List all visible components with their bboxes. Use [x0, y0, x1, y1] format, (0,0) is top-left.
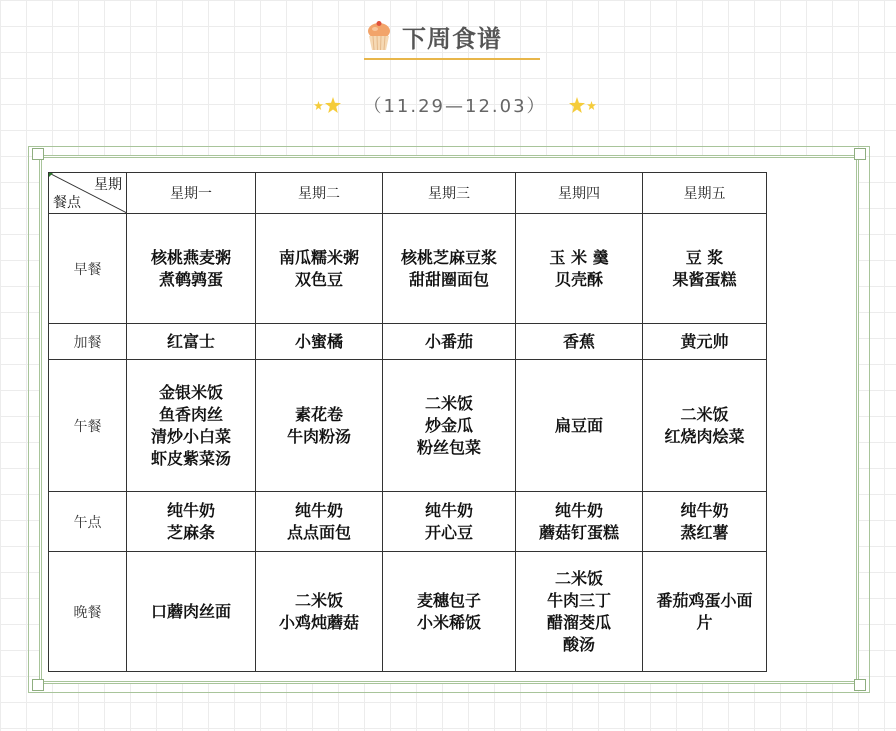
dish-line: 香蕉	[562, 331, 595, 351]
menu-cell	[516, 214, 643, 324]
dish-line: 蘑菇钉蛋糕	[538, 522, 619, 542]
stars-right	[569, 97, 596, 113]
dish-line: 豆 浆	[685, 247, 724, 267]
dish-line: 点点面包	[286, 522, 351, 542]
star-icon	[569, 97, 585, 113]
menu-cell	[256, 552, 383, 672]
frame-corner	[854, 679, 866, 691]
date-range-row	[290, 90, 620, 120]
table-row	[49, 492, 767, 552]
dish-line: 红烧肉烩菜	[664, 426, 745, 446]
corner-label-meal: 餐点	[53, 195, 81, 211]
menu-cell	[127, 324, 256, 360]
date-range: （11.29—12.03）	[363, 96, 547, 117]
dish-line: 金银米饭	[158, 382, 223, 402]
meal-label: 午餐	[49, 360, 127, 492]
dish-line: 开心豆	[424, 522, 473, 542]
menu-cell	[516, 360, 643, 492]
menu-cell	[256, 214, 383, 324]
dish-line: 清炒小白菜	[150, 426, 231, 446]
menu-cell	[516, 552, 643, 672]
menu-cell	[643, 214, 767, 324]
menu-cell	[256, 492, 383, 552]
page-title: 下周食谱	[402, 24, 502, 53]
dish-line: 二米饭	[424, 393, 473, 413]
dish-line: 双色豆	[294, 269, 343, 289]
dish-line: 黄元帅	[680, 331, 729, 351]
corner-header-cell	[49, 173, 127, 214]
meal-label: 早餐	[49, 214, 127, 324]
dish-line: 小番茄	[424, 331, 473, 351]
dish-line: 炒金瓜	[424, 415, 473, 435]
star-icon	[587, 101, 596, 110]
day-header: 星期五	[643, 173, 767, 214]
menu-cell	[256, 324, 383, 360]
menu-cell	[383, 214, 516, 324]
menu-cell	[127, 492, 256, 552]
menu-cell	[383, 324, 516, 360]
menu-cell	[127, 360, 256, 492]
menu-cell	[643, 492, 767, 552]
dish-line: 番茄鸡蛋小面	[656, 590, 753, 610]
table-row	[49, 324, 767, 360]
frame-corner	[854, 148, 866, 160]
dish-line: 纯牛奶	[294, 500, 343, 520]
menu-table	[48, 172, 767, 672]
menu-body	[49, 214, 767, 672]
dish-line: 玉 米 羹	[549, 247, 609, 267]
dish-line: 纯牛奶	[424, 500, 473, 520]
dish-line: 纯牛奶	[166, 500, 215, 520]
dish-line: 小米稀饭	[416, 612, 481, 632]
cupcake-icon	[364, 20, 394, 52]
dish-line: 醋溜茭瓜	[546, 612, 611, 632]
dish-line: 果酱蛋糕	[672, 269, 737, 289]
dish-line: 素花卷	[294, 404, 343, 424]
dish-line: 南瓜糯米粥	[278, 247, 359, 267]
day-header: 星期二	[256, 173, 383, 214]
day-header: 星期三	[383, 173, 516, 214]
dish-line: 牛肉粉汤	[286, 426, 351, 446]
dish-line: 扁豆面	[554, 415, 603, 435]
dish-line: 鱼香肉丝	[158, 404, 223, 424]
frame-corner	[32, 148, 44, 160]
dish-line: 小蜜橘	[294, 331, 343, 351]
menu-cell	[643, 552, 767, 672]
star-icon	[325, 97, 341, 113]
dish-line: 小鸡炖蘑菇	[278, 612, 359, 632]
dish-line: 酸汤	[562, 634, 595, 654]
dish-line: 麦穗包子	[416, 590, 481, 610]
dish-line: 虾皮紫菜汤	[150, 448, 231, 468]
corner-label-day: 星期	[94, 177, 122, 193]
dish-line: 片	[696, 612, 713, 632]
table-header-row	[49, 173, 767, 214]
dish-line: 纯牛奶	[554, 500, 603, 520]
menu-cell	[383, 360, 516, 492]
menu-cell	[256, 360, 383, 492]
table-row	[49, 360, 767, 492]
menu-cell	[127, 552, 256, 672]
day-header: 星期四	[516, 173, 643, 214]
dish-line: 纯牛奶	[680, 500, 729, 520]
dish-line: 煮鹌鹑蛋	[158, 269, 223, 289]
dish-line: 贝壳酥	[554, 269, 603, 289]
dish-line: 粉丝包菜	[416, 437, 481, 457]
dish-line: 蒸红薯	[680, 522, 729, 542]
menu-cell	[383, 552, 516, 672]
dish-line: 甜甜圈面包	[408, 269, 489, 289]
day-header: 星期一	[127, 173, 256, 214]
menu-cell	[383, 492, 516, 552]
dish-line: 牛肉三丁	[546, 590, 611, 610]
meal-label: 午点	[49, 492, 127, 552]
menu-cell	[516, 324, 643, 360]
menu-cell	[643, 360, 767, 492]
table-row	[49, 214, 767, 324]
dish-line: 二米饭	[680, 404, 729, 424]
dish-line: 红富士	[166, 331, 215, 351]
stars-left	[314, 97, 341, 113]
meal-label: 晚餐	[49, 552, 127, 672]
frame-corner	[32, 679, 44, 691]
menu-cell	[127, 214, 256, 324]
menu-cell	[516, 492, 643, 552]
dish-line: 核桃芝麻豆浆	[400, 247, 497, 267]
dish-line: 二米饭	[294, 590, 343, 610]
dish-line: 二米饭	[554, 568, 603, 588]
table-row	[49, 552, 767, 672]
title-bar	[364, 14, 540, 60]
star-icon	[314, 101, 323, 110]
meal-label: 加餐	[49, 324, 127, 360]
dish-line: 芝麻条	[166, 522, 215, 542]
menu-cell	[643, 324, 767, 360]
dish-line: 核桃燕麦粥	[150, 247, 231, 267]
dish-line: 口蘑肉丝面	[150, 601, 231, 621]
